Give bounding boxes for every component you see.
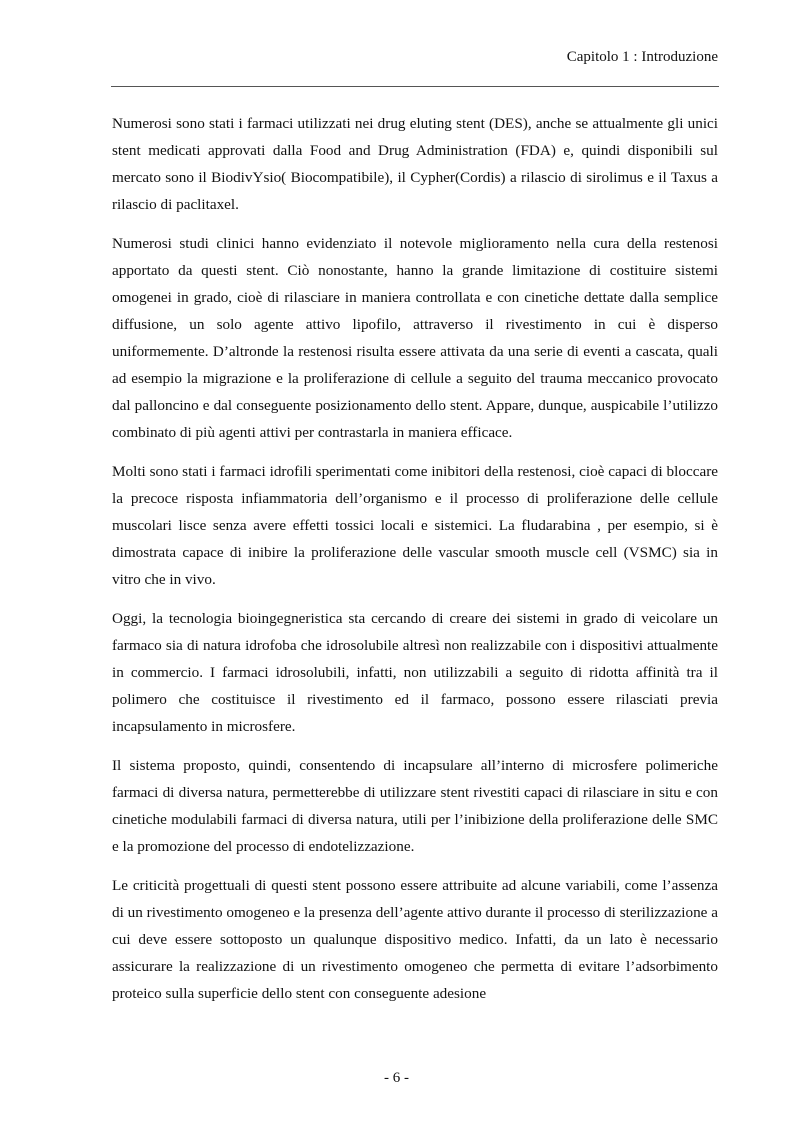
paragraph-6: Le criticità progettuali di questi stent possono essere attribuite ad alcune variabili, come l’assenza di un rivestimento omogeneo e la presenza dell’agente attivo durante il processo di sterilizzazione a cui deve essere sottoposto un qualunque dispositivo medico. Infatti, da un lato è necessario assicurare la realizzazione di un rivestimento omogeneo che permetta di evitare l’adsorbimento proteico sulla superficie dello stent con conseguente adesione — [112, 877, 718, 1002]
paragraph-1: Numerosi sono stati i farmaci utilizzati nei drug eluting stent (DES), anche se attualmente gli unici stent medicati approvati dalla Food and Drug Administration (FDA) e, quindi disponibili sul mercato sono il BiodivYsio( Biocompatibile), il Cypher(Cordis) a rilascio di sirolimus e il Taxus a rilascio di paclitaxel. — [112, 115, 718, 213]
chapter-title: Capitolo 1 : Introduzione — [566, 49, 718, 65]
paragraph-4: Oggi, la tecnologia bioingegneristica sta cercando di creare dei sistemi in grado di veicolare un farmaco sia di natura idrofoba che idrosolubile altresì non realizzabile con i dispositivi attualmente in commercio. I farmaci idrosolubili, infatti, non utilizzabili a seguito di ridotta affinità tra il polimero che costituisce il rivestimento ed il farmaco, possono essere rilasciati previa incapsulamento in microsfere. — [112, 610, 718, 735]
page-number: - 6 - — [384, 1070, 409, 1086]
document-body — [112, 110, 718, 1019]
running-header — [112, 47, 718, 67]
page-footer — [0, 1068, 793, 1088]
header-divider — [111, 86, 719, 87]
paragraph-2: Numerosi studi clinici hanno evidenziato il notevole miglioramento nella cura della restenosi apportato da questi stent. Ciò nonostante, hanno la grande limitazione di costituire sistemi omogenei in grado, cioè di rilasciare in maniera controllata e con cinetiche dettate dalla semplice diffusione, un solo agente attivo lipofilo, attraverso il rivestimento in cui è disperso uniformemente. D’altronde la restenosi risulta essere attivata da una serie di eventi a cascata, quali ad esempio la migrazione e la proliferazione di cellule a seguito del trauma meccanico provocato dal palloncino e dal conseguente posizionamento dello stent. Appare, dunque, auspicabile l’utilizzo combinato di più agenti attivi per contrastarla in maniera efficace. — [112, 235, 718, 441]
paragraph-5: Il sistema proposto, quindi, consentendo di incapsulare all’interno di microsfere polimeriche farmaci di diversa natura, permetterebbe di utilizzare stent rivestiti capaci di rilasciare in situ e con cinetiche modulabili farmaci di diversa natura, utili per l’inibizione della proliferazione delle SMC e la promozione del processo di endotelizzazione. — [112, 757, 718, 855]
paragraph-3: Molti sono stati i farmaci idrofili sperimentati come inibitori della restenosi, cioè capaci di bloccare la precoce risposta infiammatoria dell’organismo e il processo di proliferazione delle cellule muscolari lisce senza avere effetti tossici locali e sistemici. La fludarabina , per esempio, si è dimostrata capace di inibire la proliferazione delle vascular smooth muscle cell (VSMC) sia in vitro che in vivo. — [112, 463, 718, 588]
